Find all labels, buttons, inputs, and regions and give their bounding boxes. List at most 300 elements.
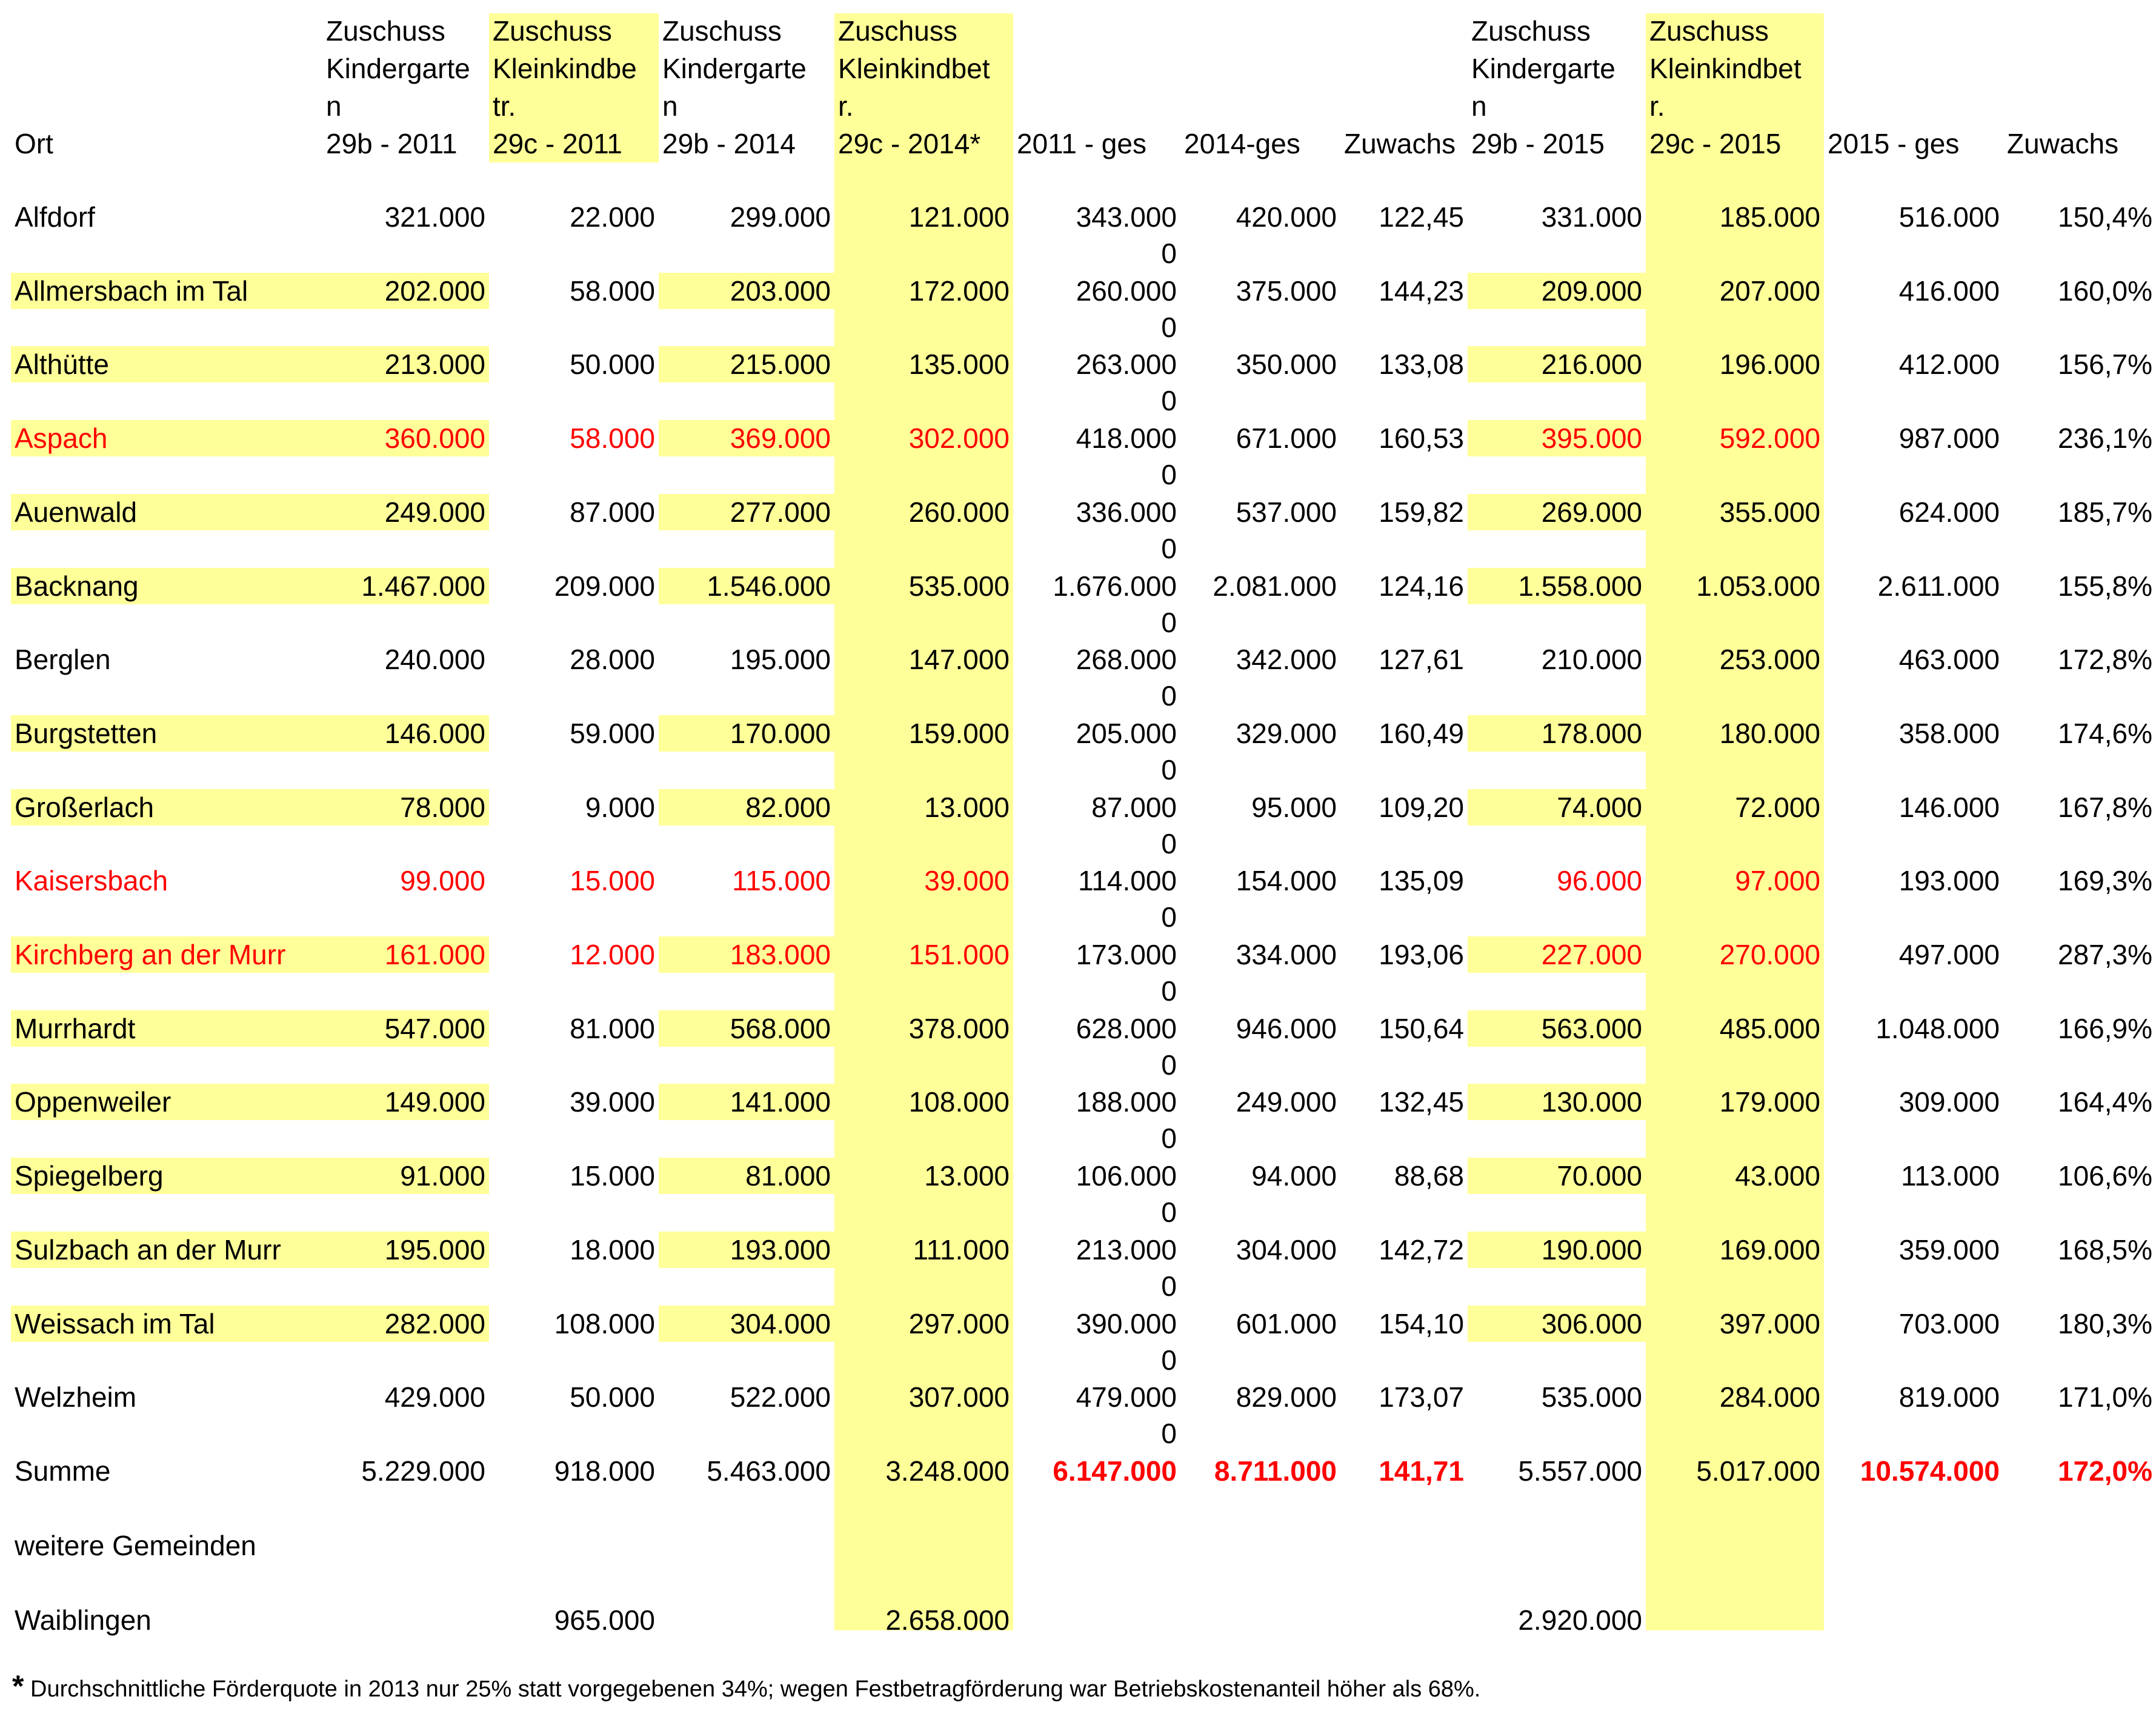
header-line: r. — [1649, 90, 1665, 122]
table-cell: 249.000 — [322, 494, 489, 530]
table-cell: 74.000 — [1468, 789, 1646, 825]
table-cell: 130.000 — [1468, 1084, 1646, 1120]
table-cell: 282.000 — [322, 1306, 489, 1342]
table-cell: 127,61 — [1379, 644, 1464, 675]
table-cell: 171,0% — [2057, 1381, 2152, 1413]
header-line: Zuwachs — [1344, 128, 1456, 159]
table-cell: 299.000 — [730, 201, 831, 233]
table-cell: 1.048.000 — [1875, 1013, 2000, 1044]
table-cell-overflow: 0 — [1161, 1270, 1177, 1302]
row-label: Auenwald — [11, 494, 326, 530]
summe-cell: 3.248.000 — [885, 1455, 1010, 1487]
table-cell: 416.000 — [1898, 275, 2000, 307]
table-cell: 412.000 — [1898, 349, 2000, 380]
header-line: r. — [838, 90, 854, 122]
header-line — [1184, 87, 1337, 125]
header-line: tr. — [493, 90, 516, 122]
header-line: Zuschuss — [662, 15, 782, 47]
table-cell: 270.000 — [1719, 939, 1820, 970]
table-cell: 81.000 — [570, 1013, 655, 1044]
table-cell: 97.000 — [1735, 865, 1820, 896]
table-cell: 369.000 — [659, 420, 834, 456]
table-cell: 193,06 — [1379, 939, 1464, 970]
header-line — [1344, 87, 1464, 125]
table-cell: 133,08 — [1379, 349, 1464, 380]
table-cell: 106,6% — [2057, 1160, 2152, 1192]
table-cell: 58.000 — [570, 275, 655, 307]
table-cell: 2.611.000 — [1877, 570, 2000, 602]
column-header-kk2015 — [1646, 12, 1824, 162]
table-cell: 88,68 — [1394, 1160, 1464, 1192]
table-cell: 297.000 — [908, 1308, 1010, 1339]
table-cell-overflow: 0 — [1161, 1049, 1177, 1081]
row-label: Sulzbach an der Murr — [11, 1232, 326, 1268]
table-cell: 135.000 — [908, 349, 1010, 380]
header-line: 2015 - ges — [1828, 128, 1960, 159]
table-cell: 72.000 — [1735, 792, 1820, 823]
table-cell: 321.000 — [384, 201, 485, 233]
table-cell-overflow: 0 — [1161, 901, 1177, 933]
table-cell: 183.000 — [659, 936, 834, 973]
table-cell: 350.000 — [1236, 349, 1337, 380]
table-cell: 628.000 — [1076, 1013, 1177, 1044]
table-cell: 547.000 — [322, 1010, 489, 1047]
table-cell: 174,6% — [2057, 718, 2152, 749]
table-cell: 154,10 — [1379, 1308, 1464, 1339]
table-cell: 111.000 — [913, 1234, 1010, 1266]
header-line: n — [326, 90, 342, 122]
header-line: Zuschuss — [326, 15, 445, 47]
table-cell: 236,1% — [2057, 422, 2152, 454]
table-cell: 207.000 — [1719, 275, 1820, 307]
table-cell: 161.000 — [322, 936, 489, 973]
table-cell: 418.000 — [1076, 422, 1177, 454]
table-cell: 202.000 — [322, 273, 489, 309]
table-cell: 166,9% — [2057, 1013, 2152, 1044]
table-cell: 535.000 — [1541, 1381, 1642, 1413]
table-cell: 516.000 — [1898, 201, 2000, 233]
table-cell: 307.000 — [908, 1381, 1010, 1413]
header-line — [1184, 12, 1337, 50]
table-cell: 39.000 — [570, 1086, 655, 1118]
table-cell: 479.000 — [1076, 1381, 1177, 1413]
table-cell: 156,7% — [2057, 349, 2152, 380]
table-cell: 149.000 — [322, 1084, 489, 1120]
table-cell-overflow: 0 — [1161, 459, 1177, 490]
table-cell: 563.000 — [1468, 1010, 1646, 1047]
table-cell-overflow: 0 — [1161, 385, 1177, 416]
table-cell: 9.000 — [585, 792, 655, 823]
header-line: 29c - 2011 — [493, 128, 622, 159]
table-cell: 121.000 — [908, 201, 1010, 233]
table-cell: 522.000 — [730, 1381, 831, 1413]
table-cell: 146.000 — [322, 715, 489, 752]
table-cell: 13.000 — [924, 792, 1010, 823]
header-line: Kindergarte — [1471, 53, 1615, 84]
header-line — [1828, 87, 2000, 125]
column-header-g2015 — [1824, 12, 2003, 162]
table-cell: 420.000 — [1236, 201, 1337, 233]
header-line — [2007, 50, 2152, 87]
row-label: Alfdorf — [15, 201, 95, 233]
header-line: Zuwachs — [2007, 128, 2119, 159]
table-cell: 147.000 — [908, 644, 1010, 675]
table-cell: 50.000 — [570, 349, 655, 380]
table-cell: 497.000 — [1898, 939, 2000, 970]
table-cell: 1.053.000 — [1696, 570, 1820, 602]
table-cell: 159,82 — [1379, 496, 1464, 528]
table-cell: 601.000 — [1236, 1308, 1337, 1339]
table-cell: 132,45 — [1379, 1086, 1464, 1118]
table-cell: 15.000 — [570, 1160, 655, 1192]
column-header-g2014 — [1180, 12, 1340, 162]
table-cell: 375.000 — [1236, 275, 1337, 307]
row-label: Althütte — [11, 346, 326, 382]
table-cell: 170.000 — [659, 715, 834, 752]
row-label: Aspach — [11, 420, 326, 456]
table-cell: 213.000 — [322, 346, 489, 382]
header-line — [1184, 50, 1337, 87]
table-cell: 178.000 — [1468, 715, 1646, 752]
table-cell: 287,3% — [2057, 939, 2152, 970]
footnote-text: Durchschnittliche Förderquote in 2013 nur 25% statt vorgegebenen 34%; wegen Festbetragförderung war Betriebskostenanteil höher als 68%. — [24, 1676, 1481, 1702]
table-cell: 703.000 — [1898, 1308, 2000, 1339]
summe-cell: 5.229.000 — [361, 1455, 485, 1487]
table-cell: 142,72 — [1379, 1234, 1464, 1266]
header-line: Zuschuss — [1649, 15, 1769, 47]
row-label: Weissach im Tal — [11, 1306, 326, 1342]
table-cell: 195.000 — [730, 644, 831, 675]
header-line: Kleinkindbe — [493, 53, 637, 84]
table-cell: 463.000 — [1898, 644, 2000, 675]
table-cell: 96.000 — [1557, 865, 1642, 896]
column-header-kk2014 — [834, 12, 1013, 162]
table-cell: 535.000 — [908, 570, 1010, 602]
table-cell: 173,07 — [1379, 1381, 1464, 1413]
table-cell: 188.000 — [1076, 1086, 1177, 1118]
table-cell: 249.000 — [1236, 1086, 1337, 1118]
table-cell: 193.000 — [1898, 865, 2000, 896]
table-cell: 160,0% — [2057, 275, 2152, 307]
summe-cell: 5.463.000 — [707, 1455, 831, 1487]
header-line: 2011 - ges — [1017, 128, 1146, 159]
table-cell: 58.000 — [570, 422, 655, 454]
header-line: Zuschuss — [1471, 15, 1591, 47]
table-cell: 671.000 — [1236, 422, 1337, 454]
header-line — [1017, 50, 1177, 87]
table-cell: 209.000 — [1468, 273, 1646, 309]
header-line — [15, 87, 322, 125]
table-cell: 78.000 — [322, 789, 489, 825]
summe-cell: 5.557.000 — [1518, 1455, 1642, 1487]
table-cell: 169.000 — [1719, 1234, 1820, 1266]
table-cell: 196.000 — [1719, 349, 1820, 380]
table-cell: 269.000 — [1468, 494, 1646, 530]
header-line: Kleinkindbet — [1649, 53, 1802, 84]
table-cell: 146.000 — [1898, 792, 2000, 823]
table-cell: 167,8% — [2057, 792, 2152, 823]
table-cell: 87.000 — [1091, 792, 1177, 823]
table-cell: 1.676.000 — [1053, 570, 1177, 602]
table-cell: 109,20 — [1379, 792, 1464, 823]
row-label: Allmersbach im Tal — [11, 273, 326, 309]
header-line — [1017, 87, 1177, 125]
table-cell: 160,53 — [1379, 422, 1464, 454]
table-cell: 150,64 — [1379, 1013, 1464, 1044]
table-cell-overflow: 0 — [1161, 238, 1177, 269]
summe-cell: 918.000 — [554, 1455, 655, 1487]
table-cell: 216.000 — [1468, 346, 1646, 382]
table-cell-overflow: 0 — [1161, 1122, 1177, 1154]
table-cell: 358.000 — [1898, 718, 2000, 749]
header-line: Zuschuss — [838, 15, 957, 47]
table-cell: 28.000 — [570, 644, 655, 675]
table-cell: 378.000 — [908, 1013, 1010, 1044]
table-cell: 180,3% — [2057, 1308, 2152, 1339]
table-cell-overflow: 0 — [1161, 975, 1177, 1007]
header-line: Ort — [15, 128, 53, 159]
column-header-ort — [11, 12, 326, 162]
table-cell: 215.000 — [659, 346, 834, 382]
table-cell: 179.000 — [1719, 1086, 1820, 1118]
table-cell: 331.000 — [1541, 201, 1642, 233]
table-cell: 336.000 — [1076, 496, 1177, 528]
table-cell: 190.000 — [1468, 1232, 1646, 1268]
table-cell: 829.000 — [1236, 1381, 1337, 1413]
table-cell: 81.000 — [659, 1158, 834, 1194]
header-line: n — [1471, 90, 1487, 122]
table-cell: 22.000 — [570, 201, 655, 233]
table-cell: 70.000 — [1468, 1158, 1646, 1194]
table-cell: 99.000 — [400, 865, 485, 896]
table-cell: 485.000 — [1719, 1013, 1820, 1044]
table-cell: 195.000 — [322, 1232, 489, 1268]
column-header-g2011 — [1013, 12, 1180, 162]
column-header-zuw2 — [2003, 12, 2156, 162]
table-cell-overflow: 0 — [1161, 607, 1177, 638]
table-cell: 263.000 — [1076, 349, 1177, 380]
table-cell-overflow: 0 — [1161, 1196, 1177, 1228]
table-cell-overflow: 0 — [1161, 754, 1177, 785]
table-cell: 135,09 — [1379, 865, 1464, 896]
footnote-star: * — [12, 1669, 24, 1703]
summe-cell: 6.147.000 — [1053, 1455, 1177, 1487]
header-line — [2007, 87, 2152, 125]
header-line: n — [662, 90, 678, 122]
header-line — [2007, 12, 2152, 50]
table-cell: 2.081.000 — [1213, 570, 1337, 602]
table-cell: 355.000 — [1719, 496, 1820, 528]
table-cell: 141.000 — [659, 1084, 834, 1120]
header-line: 29c - 2015 — [1649, 128, 1782, 159]
table-cell: 15.000 — [570, 865, 655, 896]
table-cell: 172,8% — [2057, 644, 2152, 675]
table-cell: 122,45 — [1379, 201, 1464, 233]
table-cell: 172.000 — [908, 275, 1010, 307]
table-cell: 819.000 — [1898, 1381, 2000, 1413]
table-cell: 59.000 — [570, 718, 655, 749]
row-label: Backnang — [11, 568, 326, 604]
table-cell: 185.000 — [1719, 201, 1820, 233]
header-line: Kleinkindbet — [838, 53, 990, 84]
table-cell: 94.000 — [1251, 1160, 1337, 1192]
row-label: Kaisersbach — [15, 865, 168, 896]
table-cell: 395.000 — [1468, 420, 1646, 456]
table-cell: 91.000 — [322, 1158, 489, 1194]
table-cell: 203.000 — [659, 273, 834, 309]
column-header-k2015 — [1468, 12, 1646, 162]
table-cell: 260.000 — [908, 496, 1010, 528]
column-header-kk2011 — [489, 12, 659, 162]
table-cell: 115.000 — [732, 865, 831, 896]
table-cell: 18.000 — [570, 1234, 655, 1266]
table-cell: 302.000 — [908, 422, 1010, 454]
header-line: 29b - 2014 — [662, 128, 796, 159]
header-line: Kindergarte — [662, 53, 807, 84]
table-cell: 205.000 — [1076, 718, 1177, 749]
summe-cell: 5.017.000 — [1696, 1455, 1820, 1487]
table-cell: 260.000 — [1076, 275, 1177, 307]
table-cell: 155,8% — [2057, 570, 2152, 602]
table-cell: 1.558.000 — [1468, 568, 1646, 604]
table-cell: 253.000 — [1719, 644, 1820, 675]
table-cell: 168,5% — [2057, 1234, 2152, 1266]
table-cell: 537.000 — [1236, 496, 1337, 528]
summe-cell: 141,71 — [1379, 1455, 1464, 1487]
summe-cell: 10.574.000 — [1860, 1455, 2000, 1487]
table-cell: 360.000 — [322, 420, 489, 456]
header-line — [1344, 12, 1464, 50]
waiblingen-label: Waiblingen — [15, 1604, 151, 1636]
table-cell-overflow: 0 — [1161, 533, 1177, 564]
table-cell: 210.000 — [1541, 644, 1642, 675]
table-cell: 987.000 — [1898, 422, 2000, 454]
table-cell: 50.000 — [570, 1381, 655, 1413]
table-cell: 87.000 — [570, 496, 655, 528]
row-label: Burgstetten — [11, 715, 326, 752]
table-cell: 108.000 — [908, 1086, 1010, 1118]
column-header-zuw1 — [1340, 12, 1468, 162]
table-cell: 154.000 — [1236, 865, 1337, 896]
table-cell: 106.000 — [1076, 1160, 1177, 1192]
table-cell: 39.000 — [924, 865, 1010, 896]
table-cell: 240.000 — [384, 644, 485, 675]
table-cell: 1.546.000 — [659, 568, 834, 604]
row-label: Welzheim — [15, 1381, 137, 1413]
table-cell: 108.000 — [554, 1308, 655, 1339]
header-line: 29c - 2014* — [838, 128, 981, 159]
table-cell: 343.000 — [1076, 201, 1177, 233]
weitere-gemeinden-label: weitere Gemeinden — [15, 1530, 256, 1561]
table-cell: 209.000 — [554, 570, 655, 602]
table-cell: 304.000 — [659, 1306, 834, 1342]
table-cell: 268.000 — [1076, 644, 1177, 675]
table-cell: 568.000 — [659, 1010, 834, 1047]
table-cell-overflow: 0 — [1161, 1418, 1177, 1449]
header-line — [1828, 12, 2000, 50]
table-cell: 43.000 — [1735, 1160, 1820, 1192]
column-header-k2014 — [659, 12, 834, 162]
header-line: 2014-ges — [1184, 128, 1300, 159]
header-line: Kindergarte — [326, 53, 470, 84]
table-cell: 359.000 — [1898, 1234, 2000, 1266]
table-cell: 12.000 — [570, 939, 655, 970]
table-cell: 82.000 — [659, 789, 834, 825]
table-cell: 213.000 — [1076, 1234, 1177, 1266]
summe-label: Summe — [15, 1455, 111, 1487]
table-cell: 227.000 — [1468, 936, 1646, 973]
table-cell: 173.000 — [1076, 939, 1177, 970]
table-cell: 397.000 — [1719, 1308, 1820, 1339]
table-cell: 277.000 — [659, 494, 834, 530]
row-label: Berglen — [15, 644, 111, 675]
table-cell: 946.000 — [1236, 1013, 1337, 1044]
waiblingen-cell: 2.658.000 — [885, 1604, 1010, 1636]
header-line: 29b - 2015 — [1471, 128, 1605, 159]
waiblingen-cell: 2.920.000 — [1518, 1604, 1642, 1636]
table-cell: 284.000 — [1719, 1381, 1820, 1413]
table-cell-overflow: 0 — [1161, 828, 1177, 859]
row-label: Oppenweiler — [11, 1084, 326, 1120]
table-cell: 193.000 — [659, 1232, 834, 1268]
table-cell: 95.000 — [1251, 792, 1337, 823]
table-cell: 169,3% — [2057, 865, 2152, 896]
header-line — [1017, 12, 1177, 50]
header-line: Zuschuss — [493, 15, 612, 47]
table-cell: 113.000 — [1901, 1160, 2000, 1192]
summe-cell: 8.711.000 — [1214, 1455, 1337, 1487]
waiblingen-cell: 965.000 — [554, 1604, 655, 1636]
summe-cell: 172,0% — [2057, 1455, 2152, 1487]
table-cell: 160,49 — [1379, 718, 1464, 749]
table-cell: 592.000 — [1719, 422, 1820, 454]
table-cell: 309.000 — [1898, 1086, 2000, 1118]
header-line — [15, 50, 322, 87]
table-cell: 185,7% — [2057, 496, 2152, 528]
table-cell: 151.000 — [908, 939, 1010, 970]
table-cell: 13.000 — [924, 1160, 1010, 1192]
row-label: Spiegelberg — [11, 1158, 326, 1194]
table-cell: 150,4% — [2057, 201, 2152, 233]
table-cell: 306.000 — [1468, 1306, 1646, 1342]
table-cell: 124,16 — [1379, 570, 1464, 602]
table-cell: 159.000 — [908, 718, 1010, 749]
table-cell: 164,4% — [2057, 1086, 2152, 1118]
row-label: Kirchberg an der Murr — [11, 936, 326, 973]
table-cell: 334.000 — [1236, 939, 1337, 970]
header-line — [15, 12, 322, 50]
row-label: Großerlach — [11, 789, 326, 825]
table-cell-overflow: 0 — [1161, 312, 1177, 343]
table-cell-overflow: 0 — [1161, 680, 1177, 712]
table-cell: 329.000 — [1236, 718, 1337, 749]
table-cell: 342.000 — [1236, 644, 1337, 675]
row-label: Murrhardt — [11, 1010, 326, 1047]
table-cell: 180.000 — [1719, 718, 1820, 749]
header-line — [1828, 50, 2000, 87]
table-cell: 1.467.000 — [322, 568, 489, 604]
table-cell: 624.000 — [1898, 496, 2000, 528]
table-cell: 304.000 — [1236, 1234, 1337, 1266]
header-line — [1344, 50, 1464, 87]
table-cell: 429.000 — [384, 1381, 485, 1413]
column-header-k2011 — [322, 12, 489, 162]
header-line: 29b - 2011 — [326, 128, 457, 159]
table-cell: 144,23 — [1379, 275, 1464, 307]
footnote — [12, 1668, 1480, 1707]
table-cell: 114.000 — [1078, 865, 1177, 896]
table-cell: 390.000 — [1076, 1308, 1177, 1339]
